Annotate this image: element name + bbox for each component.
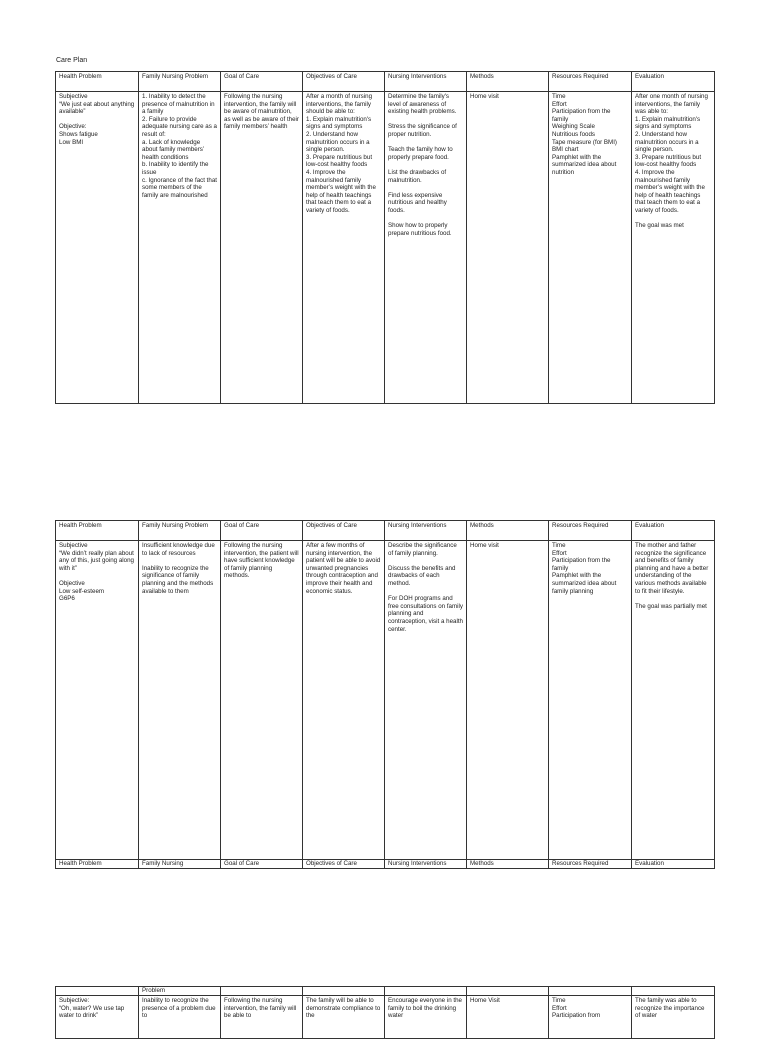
cell-evaluation: After one month of nursing interventions, the family was able to: 1. Explain malnutrition's signs and symptoms 2. Understand how malnutrition occurs in a single person. 3. Prepare nutritious but low-cost healthy foods 4. Improve the malnourished family member’s weight with the help of health teachings that teach them to eat a variety of foods. The goal was met: [632, 92, 715, 404]
header-objectives-of-care: Objectives of Care: [303, 521, 385, 541]
header-health-problem: Health Problem: [56, 860, 139, 869]
header-methods: Methods: [467, 521, 549, 541]
cell-family-nursing-problem: Insufficient knowledge due to lack of resources Inability to recognize the significance of family planning and the methods available to them: [139, 541, 221, 860]
table-header-continuation-row: [56, 987, 715, 996]
header-evaluation: Evaluation: [632, 521, 715, 541]
cell-methods: Home Visit: [467, 996, 549, 1039]
header-nursing-interventions: Nursing Interventions: [385, 72, 467, 92]
cell-goal-of-care: Following the nursing intervention, the patient will have sufficient knowledge of family planning methods.: [221, 541, 303, 860]
table-header-row: [56, 521, 715, 541]
cell-evaluation: The family was able to recognize the importance of water: [632, 996, 715, 1039]
cell-health-problem: Subjective “We just eat about anything available” Objective: Shows fatigue Low BMI: [56, 92, 139, 404]
header-evaluation: Evaluation: [632, 860, 715, 869]
header-objectives-of-care: Objectives of Care: [303, 860, 385, 869]
header-methods: Methods: [467, 860, 549, 869]
cell-nursing-interventions: Determine the family's level of awareness of existing health problems. Stress the significance of proper nutrition. Teach the family how to properly prepare food. List the drawbacks of malnutrition. Find less expensive nutritious and healthy foods. Show how to properly prepare nutritious food.: [385, 92, 467, 404]
header-family-nursing-problem: Family Nursing Problem: [139, 521, 221, 541]
table-row: [56, 92, 715, 404]
care-plan-table-water: [55, 986, 715, 1039]
table-header-row: [56, 860, 715, 869]
header-resources-required: Resources Required: [549, 860, 632, 869]
header-health-problem: Health Problem: [56, 72, 139, 92]
cell-family-nursing-problem: Inability to recognize the presence of a problem due to: [139, 996, 221, 1039]
cell-methods: Home visit: [467, 541, 549, 860]
header-methods: Methods: [467, 72, 549, 92]
header-problem-continuation: Problem: [139, 987, 221, 996]
cell-nursing-interventions: Describe the significance of family planning. Discuss the benefits and drawbacks of each method. For DOH programs and free consultations on family planning and contraception, visit a health center.: [385, 541, 467, 860]
cell-resources-required: Time Effort Participation from the family Pamphlet with the summarized idea about family planning: [549, 541, 632, 860]
cell-health-problem: Subjective “We didn’t really plan about any of this, just going along with it” Objective Low self-esteem G6P6: [56, 541, 139, 860]
care-plan-table-malnutrition: [55, 71, 715, 404]
cell-resources-required: Time Effort Participation from: [549, 996, 632, 1039]
cell-objectives-of-care: The family will be able to demonstrate compliance to the: [303, 996, 385, 1039]
header-blank: [303, 987, 385, 996]
cell-methods: Home visit: [467, 92, 549, 404]
table-row: [56, 996, 715, 1039]
cell-goal-of-care: Following the nursing intervention, the family will be aware of malnutrition, as well as be aware of their family members’ health: [221, 92, 303, 404]
header-goal-of-care: Goal of Care: [221, 860, 303, 869]
cell-resources-required: Time Effort Participation from the family Weighing Scale Nutritious foods Tape measure (for BMI) BMI chart Pamphlet with the summarized idea about nutrition: [549, 92, 632, 404]
header-family-nursing: Family Nursing: [139, 860, 221, 869]
care-plan-table-family-planning: [55, 520, 715, 869]
header-goal-of-care: Goal of Care: [221, 72, 303, 92]
header-blank: [632, 987, 715, 996]
header-blank: [221, 987, 303, 996]
header-evaluation: Evaluation: [632, 72, 715, 92]
header-blank: [549, 987, 632, 996]
cell-family-nursing-problem: 1. Inability to detect the presence of malnutrition in a family 2. Failure to provide adequate nursing care as a result of: a. Lack of knowledge about family members’ health conditions b. Inability to identify the issue c. Ignorance of the fact that some members of the family are malnourished: [139, 92, 221, 404]
table-row: [56, 541, 715, 860]
header-nursing-interventions: Nursing Interventions: [385, 860, 467, 869]
cell-nursing-interventions: Encourage everyone in the family to boil the drinking water: [385, 996, 467, 1039]
cell-objectives-of-care: After a few months of nursing intervention, the patient will be able to avoid unwanted pregnancies through contraception and improve their health and economic status.: [303, 541, 385, 860]
header-blank: [467, 987, 549, 996]
table-header-row: [56, 72, 715, 92]
header-family-nursing-problem: Family Nursing Problem: [139, 72, 221, 92]
header-blank: [385, 987, 467, 996]
header-resources-required: Resources Required: [549, 72, 632, 92]
page-title: Care Plan: [56, 57, 88, 64]
header-resources-required: Resources Required: [549, 521, 632, 541]
header-health-problem: Health Problem: [56, 521, 139, 541]
header-blank: [56, 987, 139, 996]
cell-health-problem: Subjective: “Oh, water? We use tap water to drink”: [56, 996, 139, 1039]
cell-evaluation: The mother and father recognize the significance and benefits of family planning and have a better understanding of the various methods available to fit their lifestyle. The goal was partially met: [632, 541, 715, 860]
header-goal-of-care: Goal of Care: [221, 521, 303, 541]
header-nursing-interventions: Nursing Interventions: [385, 521, 467, 541]
header-objectives-of-care: Objectives of Care: [303, 72, 385, 92]
cell-objectives-of-care: After a month of nursing interventions, the family should be able to: 1. Explain malnutrition's signs and symptoms 2. Understand how malnutrition occurs in a single person. 3. Prepare nutritious but low-cost healthy foods 4. Improve the malnourished family member’s weight with the help of health teachings that teach them to eat a variety of foods.: [303, 92, 385, 404]
cell-goal-of-care: Following the nursing intervention, the family will be able to: [221, 996, 303, 1039]
